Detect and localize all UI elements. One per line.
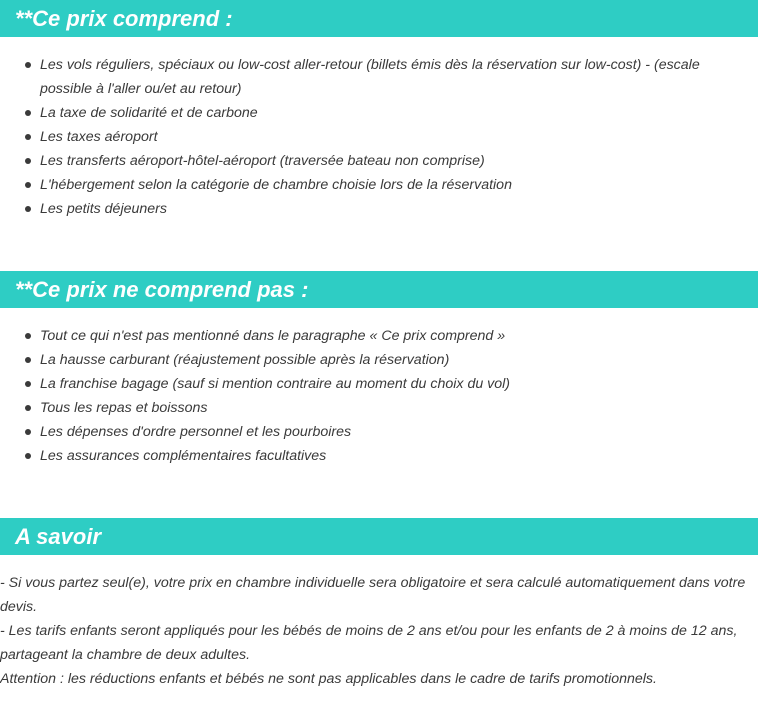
list-item-text: Les vols réguliers, spéciaux ou low-cost aller-retour (billets émis dès la réservation sur low-cost) - (escale possible à l'aller ou/et au retour) [40,57,700,97]
list-item [0,348,758,372]
list-item-text: Tous les repas et boissons [40,400,208,416]
list-item-text: La taxe de solidarité et de carbone [40,105,258,121]
list-item-text: L'hébergement selon la catégorie de chambre choisie lors de la réservation [40,177,512,193]
section-header-not-included: **Ce prix ne comprend pas : [0,271,758,308]
list-item [0,372,758,396]
bullet-icon [25,453,31,459]
bullet-icon [25,134,31,140]
section-header-a-savoir: A savoir [0,518,758,555]
not-included-list [0,324,758,468]
bullet-icon [25,182,31,188]
bullet-icon [25,405,31,411]
list-item [0,101,758,125]
savoir-paragraph: Attention : les réductions enfants et bébés ne sont pas applicables dans le cadre de tarifs promotionnels. [0,671,657,687]
list-item-text: Les petits déjeuners [40,201,167,217]
list-item [0,396,758,420]
list-item [0,125,758,149]
list-item-text: La hausse carburant (réajustement possible après la réservation) [40,352,450,368]
list-item [0,173,758,197]
list-item [0,420,758,444]
list-item-text: Les dépenses d'ordre personnel et les pourboires [40,424,352,440]
list-item [0,324,758,348]
list-item-text: Les transferts aéroport-hôtel-aéroport (traversée bateau non comprise) [40,153,485,169]
bullet-icon [25,206,31,212]
bullet-icon [25,381,31,387]
list-item [0,197,758,221]
bullet-icon [25,110,31,116]
bullet-icon [25,429,31,435]
list-item-text: Les taxes aéroport [40,129,158,145]
list-item-text: Tout ce qui n'est pas mentionné dans le paragraphe « Ce prix comprend » [40,328,506,344]
list-item-text: Les assurances complémentaires facultatives [40,448,327,464]
bullet-icon [25,62,31,68]
list-item [0,53,758,101]
included-list [0,53,758,221]
bullet-icon [25,158,31,164]
section-header-included: **Ce prix comprend : [0,0,758,37]
bullet-icon [25,357,31,363]
savoir-paragraph: - Les tarifs enfants seront appliqués pour les bébés de moins de 2 ans et/ou pour les enfants de 2 à moins de 12 ans, partageant la chambre de deux adultes. [0,623,738,663]
list-item-text: La franchise bagage (sauf si mention contraire au moment du choix du vol) [40,376,511,392]
list-item [0,444,758,468]
a-savoir-text [0,571,752,691]
savoir-paragraph: - Si vous partez seul(e), votre prix en chambre individuelle sera obligatoire et sera calculé automatiquement dans votre devis. [0,575,746,615]
list-item [0,149,758,173]
bullet-icon [25,333,31,339]
